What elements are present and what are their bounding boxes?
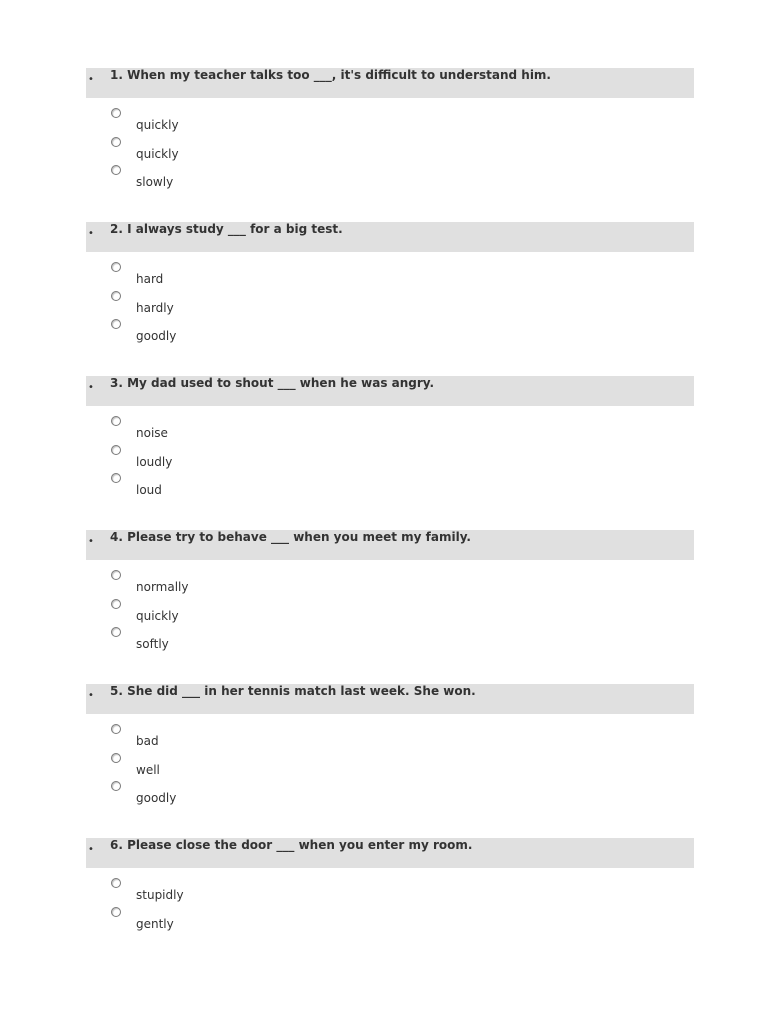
question-item	[86, 684, 694, 838]
question-item	[86, 376, 694, 530]
question-item	[86, 68, 694, 222]
radio-button[interactable]	[111, 291, 121, 301]
bullet-icon: •	[88, 690, 94, 701]
question-text: 1. When my teacher talks too ___, it's difficult to understand him.	[110, 68, 551, 82]
radio-button[interactable]	[111, 781, 121, 791]
question-header	[86, 68, 694, 98]
question-header	[86, 838, 694, 868]
radio-button[interactable]	[111, 599, 121, 609]
radio-button[interactable]	[111, 473, 121, 483]
question-text: 6. Please close the door ___ when you enter my room.	[110, 838, 473, 852]
radio-button[interactable]	[111, 165, 121, 175]
option-label[interactable]: loudly	[136, 454, 173, 469]
question-item	[86, 530, 694, 684]
question-item	[86, 838, 694, 992]
option-label[interactable]: bad	[136, 734, 159, 748]
radio-button[interactable]	[111, 753, 121, 763]
radio-button[interactable]	[111, 319, 121, 329]
question-text: 2. I always study ___ for a big test.	[110, 222, 343, 236]
question-item	[86, 222, 694, 376]
question-header	[86, 222, 694, 252]
question-header	[86, 376, 694, 406]
radio-button[interactable]	[111, 108, 121, 118]
radio-button[interactable]	[111, 627, 121, 637]
option-label[interactable]: normally	[136, 580, 189, 594]
bullet-icon: •	[88, 74, 94, 85]
question-text: 4. Please try to behave ___ when you meet my family.	[110, 530, 471, 544]
option-label[interactable]: gently	[136, 916, 174, 931]
radio-button[interactable]	[111, 137, 121, 147]
radio-button[interactable]	[111, 570, 121, 580]
bullet-icon: •	[88, 228, 94, 239]
option-label[interactable]: quickly	[136, 118, 179, 132]
option-label[interactable]: goodly	[136, 329, 177, 344]
bullet-icon: •	[88, 844, 94, 855]
option-label[interactable]: slowly	[136, 175, 174, 190]
radio-button[interactable]	[111, 878, 121, 888]
question-text: 3. My dad used to shout ___ when he was angry.	[110, 376, 435, 390]
radio-button[interactable]	[111, 907, 121, 917]
option-label[interactable]: well	[136, 762, 160, 777]
option-label[interactable]: hard	[136, 272, 164, 286]
radio-button[interactable]	[111, 416, 121, 426]
option-label[interactable]: loud	[136, 483, 162, 498]
option-label[interactable]: stupidly	[136, 888, 184, 902]
option-label[interactable]: quickly	[136, 146, 179, 161]
radio-button[interactable]	[111, 445, 121, 455]
question-text: 5. She did ___ in her tennis match last week. She won.	[110, 684, 476, 698]
option-label[interactable]: hardly	[136, 300, 174, 315]
bullet-icon: •	[88, 536, 94, 547]
option-label[interactable]: noise	[136, 426, 168, 440]
option-label[interactable]: softly	[136, 637, 169, 652]
radio-button[interactable]	[111, 262, 121, 272]
bullet-icon: •	[88, 382, 94, 393]
option-label[interactable]: goodly	[136, 791, 177, 806]
quiz-list	[86, 68, 694, 992]
option-label[interactable]: quickly	[136, 608, 179, 623]
question-header	[86, 530, 694, 560]
radio-button[interactable]	[111, 724, 121, 734]
question-header	[86, 684, 694, 714]
